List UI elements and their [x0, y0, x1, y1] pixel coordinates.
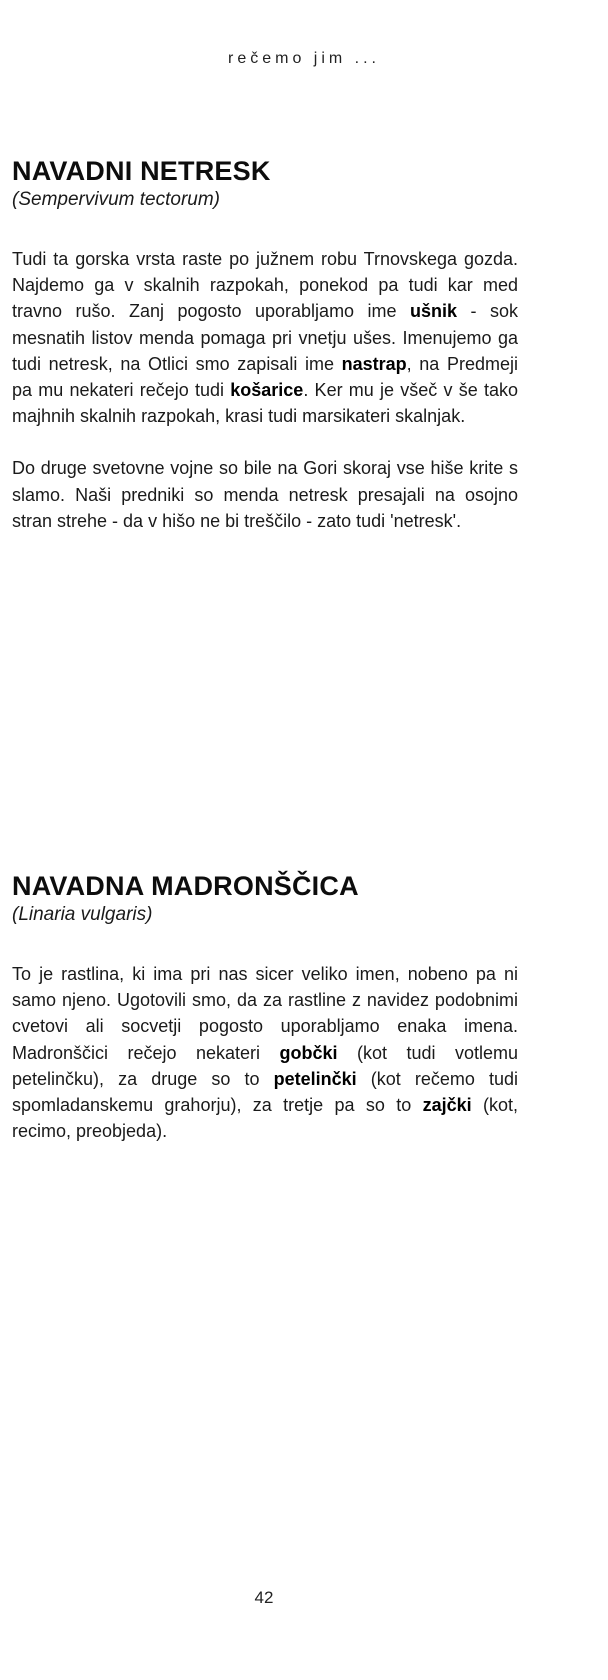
page-number: 42: [254, 1588, 274, 1607]
paragraph-text: (kot, recimo, preobjeda).: [12, 1095, 518, 1142]
folk-name-term: petelinčki: [273, 1068, 357, 1089]
section-title: NAVADNA MADRONŠČICA: [12, 871, 359, 901]
folk-name-term: nastrap: [341, 353, 407, 374]
folk-name-term: košarice: [230, 380, 304, 401]
section-title: NAVADNI NETRESK: [12, 156, 271, 186]
paragraph-text: - sok mesnatih listov menda pomaga pri vnetju ušes. Imenujemo ga tudi netresk, na Otlici smo zapisali ime: [12, 301, 518, 374]
section-navadni-netresk: [12, 155, 518, 560]
running-header: rečemo jim ...: [227, 50, 380, 67]
paragraph-text: . Ker mu je všeč v še tako majhnih skalnih razpokah, krasi tudi marsikateri skalnjak.: [12, 380, 519, 427]
paragraph-text: , na Predmeji pa mu nekateri rečejo tudi: [12, 353, 518, 401]
section-navadna-madronscica: [12, 870, 518, 1170]
folk-name-term: zajčki: [422, 1095, 472, 1116]
latin-name: (Sempervivum tectorum): [12, 189, 220, 210]
paragraph-text: (kot tudi votlemu petelinčku), za druge so to: [12, 1042, 518, 1089]
paragraph-text: Tudi ta gorska vrsta raste po južnem robu Trnovskega gozda. Najdemo ga v skalnih razpokah, ponekod pa tudi kar med travno rušo. Zanj pogosto uporabljamo ime: [12, 249, 518, 322]
folk-name-term: gobčki: [279, 1042, 338, 1063]
paragraph: [12, 246, 518, 429]
paragraph: Do druge svetovne vojne so bile na Gori skoraj vse hiše krite s slamo. Naši predniki so menda netresk presajali na osojno stran strehe - da v hišo ne bi treščilo - zato tudi 'netresk'.: [12, 458, 518, 531]
paragraph-text: To je rastlina, ki ima pri nas sicer veliko imen, nobeno pa ni samo njeno. Ugotovili smo, da za rastline z navidez podobnimi cvetovi ali socvetji pogosto uporabljamo enaka imena. Madronščici rečejo nekateri: [12, 964, 518, 1063]
latin-name: (Linaria vulgaris): [12, 904, 153, 925]
paragraph: [12, 961, 518, 1144]
paragraph-text: (kot rečemo tudi spomladanskemu grahorju), za tretje pa so to: [12, 1068, 518, 1116]
folk-name-term: ušnik: [410, 301, 458, 322]
